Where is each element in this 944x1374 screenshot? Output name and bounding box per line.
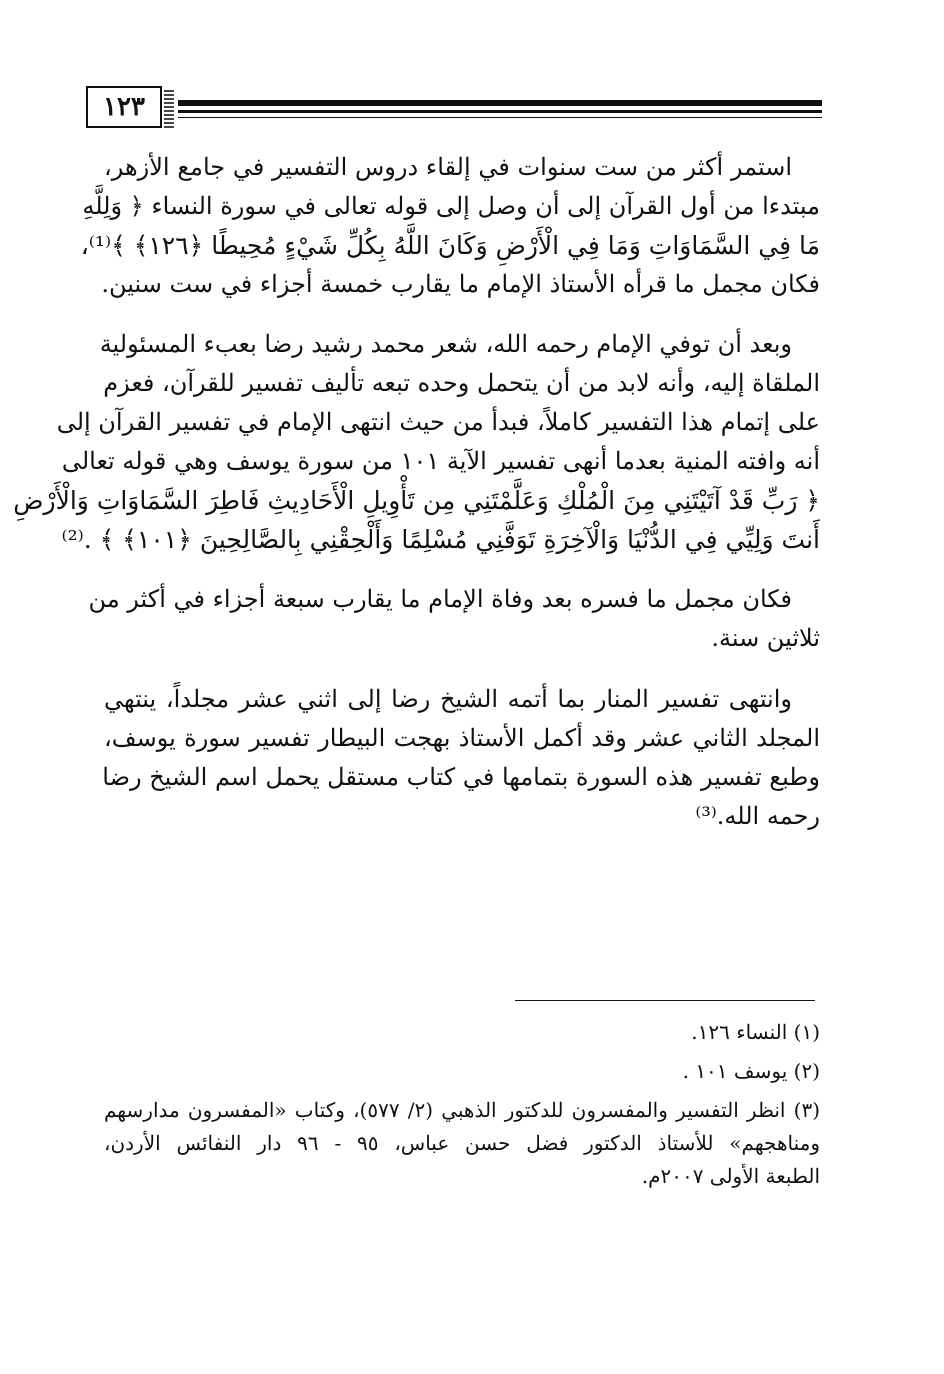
page-header: [86, 86, 822, 132]
quran-verse-line: ﴿ رَبِّ قَدْ آتَيْتَنِي مِنَ الْمُلْكِ وَعَلَّمْتَنِي مِن تَأْوِيلِ الْأَحَادِيثِ فَاطِرَ السَّمَاوَاتِ وَالْأَرْضِ: [13, 486, 820, 515]
footnote-separator: [515, 1000, 815, 1001]
text-line: على إتمام هذا التفسير كاملاً، فبدأ من حيث انتهى الإمام في تفسير القرآن إلى: [56, 408, 820, 436]
footnote: [104, 1016, 820, 1049]
text-line: الملقاة إليه، وأنه لابد من أن يتحمل وحده تبعه تأليف تفسير للقرآن، فعزم: [103, 369, 820, 397]
header-ornament: [164, 90, 174, 128]
text-line: ثلاثين سنة.: [711, 624, 820, 652]
footnote-line: ومناهجهم» للأستاذ الدكتور فضل حسن عباس، ٩٥ - ٩٦ دار النفائس الأردن،: [104, 1131, 820, 1155]
text-line: وبعد أن توفي الإمام رحمه الله، شعر محمد رشيد رضا بعبء المسئولية: [99, 330, 792, 358]
paragraph: [13, 325, 820, 559]
header-rule: [178, 117, 822, 118]
text-line: استمر أكثر من ست سنوات في إلقاء دروس التفسير في جامع الأزهر،: [104, 153, 792, 181]
text-line: وانتهى تفسير المنار بما أتمه الشيخ رضا إلى اثني عشر مجلداً، ينتهي: [104, 685, 792, 713]
text-line: رحمه الله.⁽³⁾: [695, 802, 820, 830]
page-number: ١٢٣: [86, 86, 162, 128]
footnote: [104, 1055, 820, 1088]
quran-verse-line: أَنتَ وَلِيِّي فِي الدُّنْيَا وَالْآخِرَةِ تَوَفَّنِي مُسْلِمًا وَأَلْحِقْنِي بِالصَّالِحِينَ ﴿١٠١﴾ ﴾ .⁽²⁾: [61, 525, 820, 554]
paragraph: [88, 580, 820, 658]
text-line: فكان مجمل ما قرأه الأستاذ الإمام ما يقارب خمسة أجزاء في ست سنين.: [101, 270, 820, 298]
text-line: وطبع تفسير هذه السورة بتمامها في كتاب مستقل يحمل اسم الشيخ رضا: [102, 763, 820, 791]
footnotes: [104, 1016, 820, 1193]
header-rule: [178, 100, 822, 106]
footnote-line: الطبعة الأولى ٢٠٠٧م.: [641, 1164, 820, 1188]
text-line: المجلد الثاني عشر وقد أكمل الأستاذ بهجت البيطار تفسير سورة يوسف،: [104, 724, 820, 752]
paragraph: [104, 680, 820, 836]
footnote: [104, 1094, 820, 1193]
text-line: فكان مجمل ما فسره بعد وفاة الإمام ما يقارب سبعة أجزاء في أكثر من: [88, 585, 792, 613]
body-text: [13, 148, 820, 836]
text-line: مبتدءا من أول القرآن إلى أن وصل إلى قوله تعالى في سورة النساء ﴿ وَلِلَّهِ: [82, 192, 820, 220]
text-line: أنه وافته المنية بعدما أنهى تفسير الآية ١٠١ من سورة يوسف وهي قوله تعالى: [61, 447, 820, 475]
footnote-line: (١) النساء ١٢٦.: [691, 1020, 820, 1044]
footnote-line: (٢) يوسف ١٠١ .: [682, 1059, 820, 1083]
header-rule: [178, 110, 822, 113]
footnote-line: (٣) انظر التفسير والمفسرون للدكتور الذهبي (٢/ ٥٧٧)، وكتاب «المفسرون مدارسهم: [104, 1098, 820, 1122]
paragraph: [80, 148, 820, 304]
quran-verse-line: مَا فِي السَّمَاوَاتِ وَمَا فِي الْأَرْضِ وَكَانَ اللَّهُ بِكُلِّ شَيْءٍ مُحِيطًا ﴿١٢٦﴾ ﴾⁽¹⁾،: [80, 231, 820, 260]
